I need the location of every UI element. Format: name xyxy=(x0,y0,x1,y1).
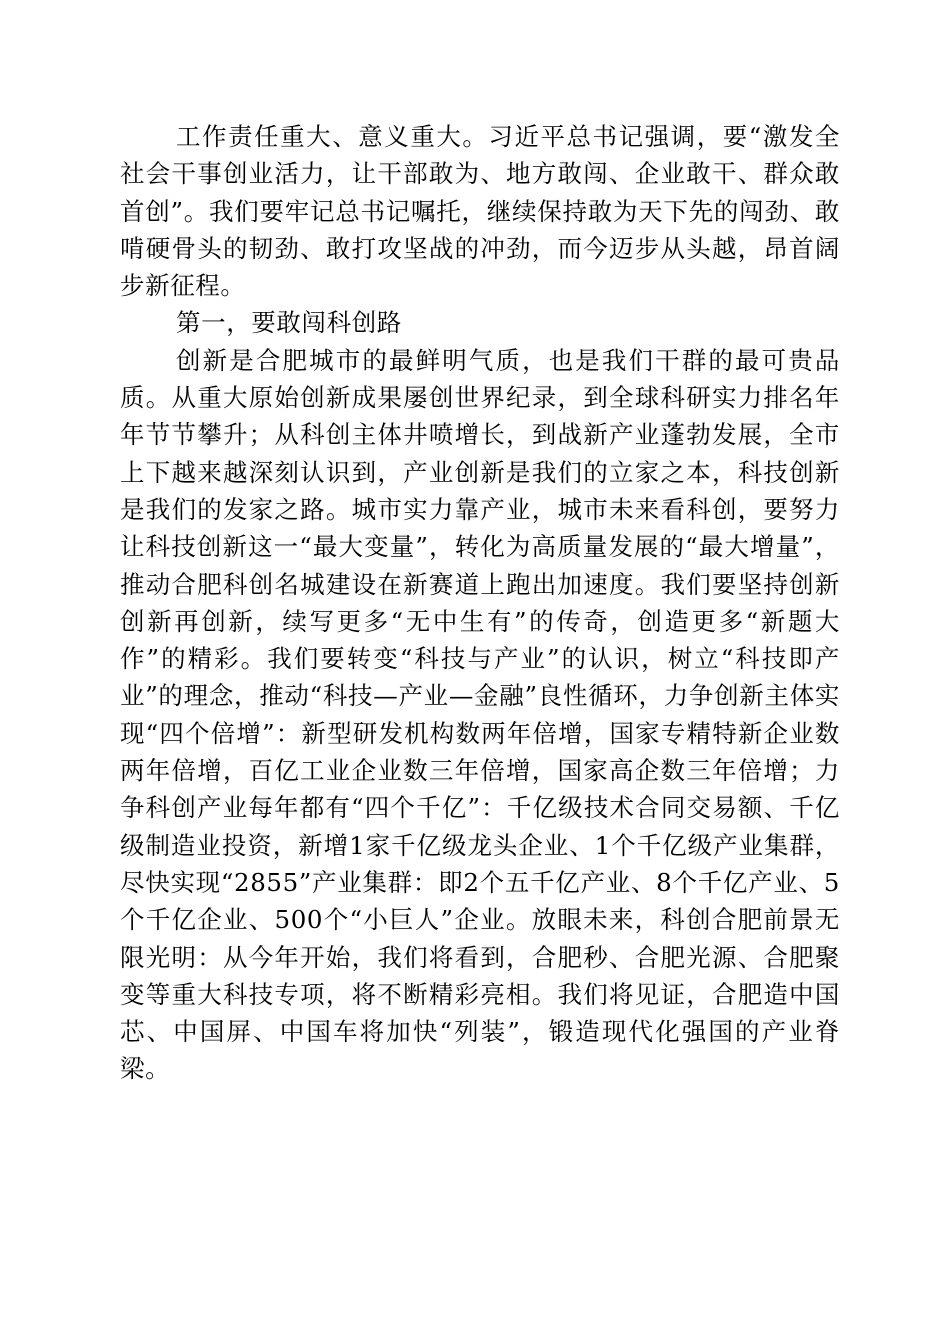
section-heading: 第一，要敢闯科创路 xyxy=(176,308,402,338)
paragraph-intro: 工作责任重大、意义重大。习近平总书记强调，要“激发全社会干事创业活力，让干部敢为、地方敢闯、企业敢干、群众敢首创”。我们要牢记总书记嘱托，继续保持敢为天下先的闯劲、敢啃硬骨头的韧劲、敢打攻坚战的冲劲，而今迈步从头越，昂首阔步新征程。 xyxy=(120,122,840,301)
paragraph-innovation: 创新是合肥城市的最鲜明气质，也是我们干群的最可贵品质。从重大原始创新成果屡创世界纪录，到全球科研实力排名年年节节攀升；从科创主体井喷增长，到战新产业蓬勃发展，全市上下越来越深刻认识到，产业创新是我们的立家之本，科技创新是我们的发家之路。城市实力靠产业，城市未来看科创，要努力让科技创新这一“最大变量”，转化为高质量发展的“最大增量”，推动合肥科创名城建设在新赛道上跑出加速度。我们要坚持创新创新再创新，续写更多“无中生有”的传奇，创造更多“新题大作”的精彩。我们要转变“科技与产业”的认识，树立“科技即产业”的理念，推动“科技—产业—金融”良性循环，力争创新主体实现“四个倍增”：新型研发机构数两年倍增，国家专精特新企业数两年倍增，百亿工业企业数三年倍增，国家高企数三年倍增；力争科创产业每年都有“四个千亿”：千亿级技术合同交易额、千亿级制造业投资，新增1家千亿级龙头企业、1个千亿级产业集群，尽快实现“2855”产业集群：即2个五千亿产业、8个千亿产业、5个千亿企业、500个“小巨人”企业。放眼未来，科创合肥前景无限光明：从今年开始，我们将看到，合肥秒、合肥光源、合肥聚变等重大科技专项，将不断精彩亮相。我们将见证，合肥造中国芯、中国屏、中国车将加快“列装”，锻造现代化强国的产业脊梁。 xyxy=(120,345,840,1084)
document-page xyxy=(120,118,840,1088)
